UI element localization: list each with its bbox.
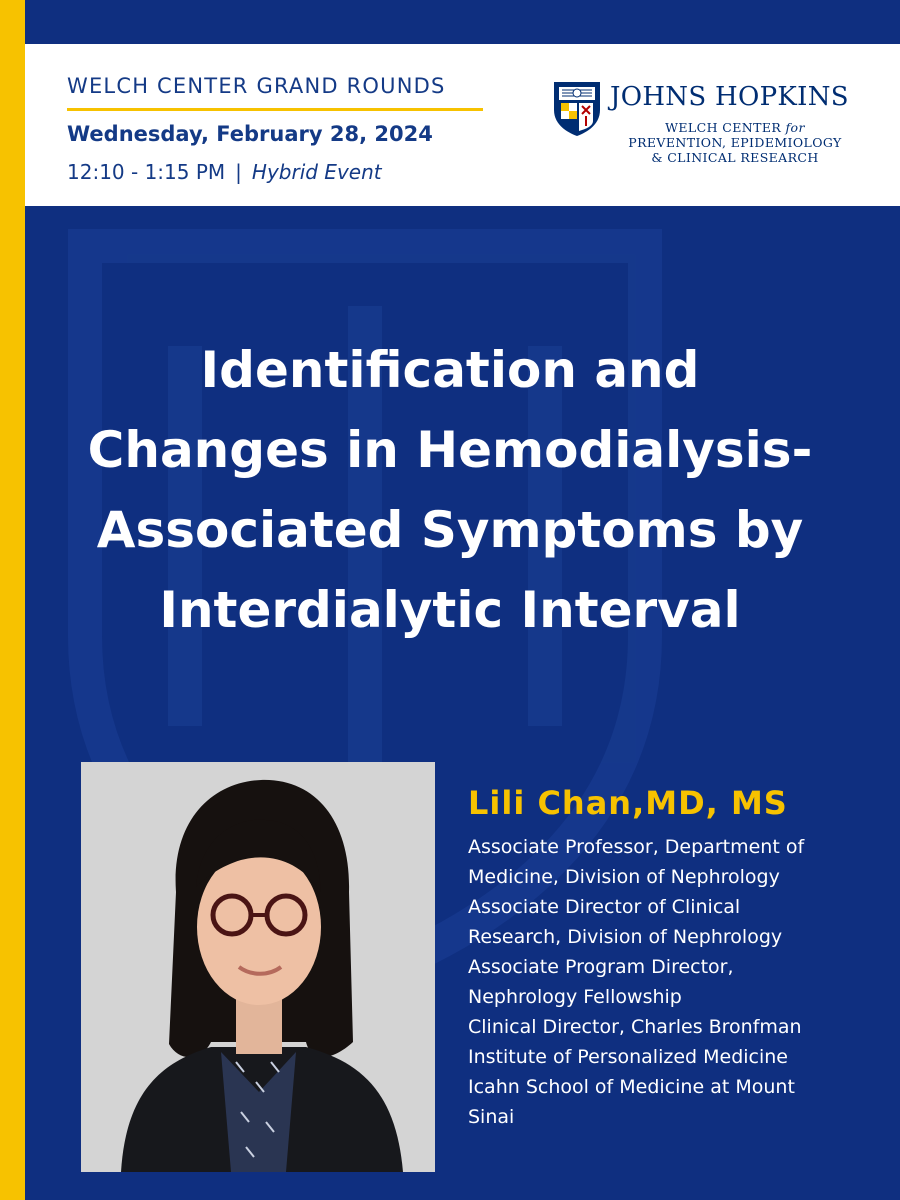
logo-line3: & CLINICAL RESEARCH: [651, 150, 819, 165]
bio-line: Medicine, Division of Nephrology: [468, 866, 780, 888]
bio-line: Institute of Personalized Medicine: [468, 1046, 788, 1068]
event-time: 12:10 - 1:15 PM: [67, 160, 226, 184]
bio-line: Icahn School of Medicine at Mount: [468, 1076, 795, 1098]
speaker-bio: [468, 832, 888, 1132]
bio-line: Clinical Director, Charles Bronfman: [468, 1016, 802, 1038]
logo-line2: PREVENTION, EPIDEMIOLOGY: [628, 135, 842, 150]
johns-hopkins-logo: [552, 80, 852, 180]
bio-line: Associate Program Director,: [468, 956, 734, 978]
separator: |: [235, 160, 242, 184]
speaker-block: [468, 784, 888, 1132]
series-underline: [67, 108, 483, 111]
logo-for: for: [785, 120, 805, 135]
talk-title: [25, 330, 875, 650]
top-navy-strip: [25, 0, 900, 44]
speaker-name: Lili Chan,MD, MS: [468, 784, 788, 822]
event-header: [25, 44, 900, 206]
logo-wordmark: JOHNS HOPKINS: [610, 82, 849, 112]
main-panel: [25, 206, 900, 1200]
left-accent-bar: [0, 0, 25, 1200]
bio-line: Associate Professor, Department of: [468, 836, 805, 858]
title-line: Associated Symptoms by: [96, 501, 804, 559]
title-line: Interdialytic Interval: [159, 581, 741, 639]
event-series: WELCH CENTER GRAND ROUNDS: [67, 74, 446, 98]
bio-line: Research, Division of Nephrology: [468, 926, 783, 948]
bio-line: Sinai: [468, 1106, 515, 1128]
title-line: Changes in Hemodialysis-: [87, 421, 813, 479]
event-time-line: [67, 160, 382, 184]
speaker-photo: [81, 762, 435, 1172]
bio-line: Associate Director of Clinical: [468, 896, 741, 918]
speaker-portrait-illustration: [81, 762, 435, 1172]
event-format: Hybrid Event: [251, 160, 382, 184]
bio-line: Nephrology Fellowship: [468, 986, 682, 1008]
university-shield-icon: [552, 80, 602, 138]
logo-subtitle: [618, 120, 852, 165]
logo-line1: WELCH CENTER: [665, 120, 782, 135]
title-line: Identification and: [200, 341, 700, 399]
event-date: Wednesday, February 28, 2024: [67, 122, 433, 146]
